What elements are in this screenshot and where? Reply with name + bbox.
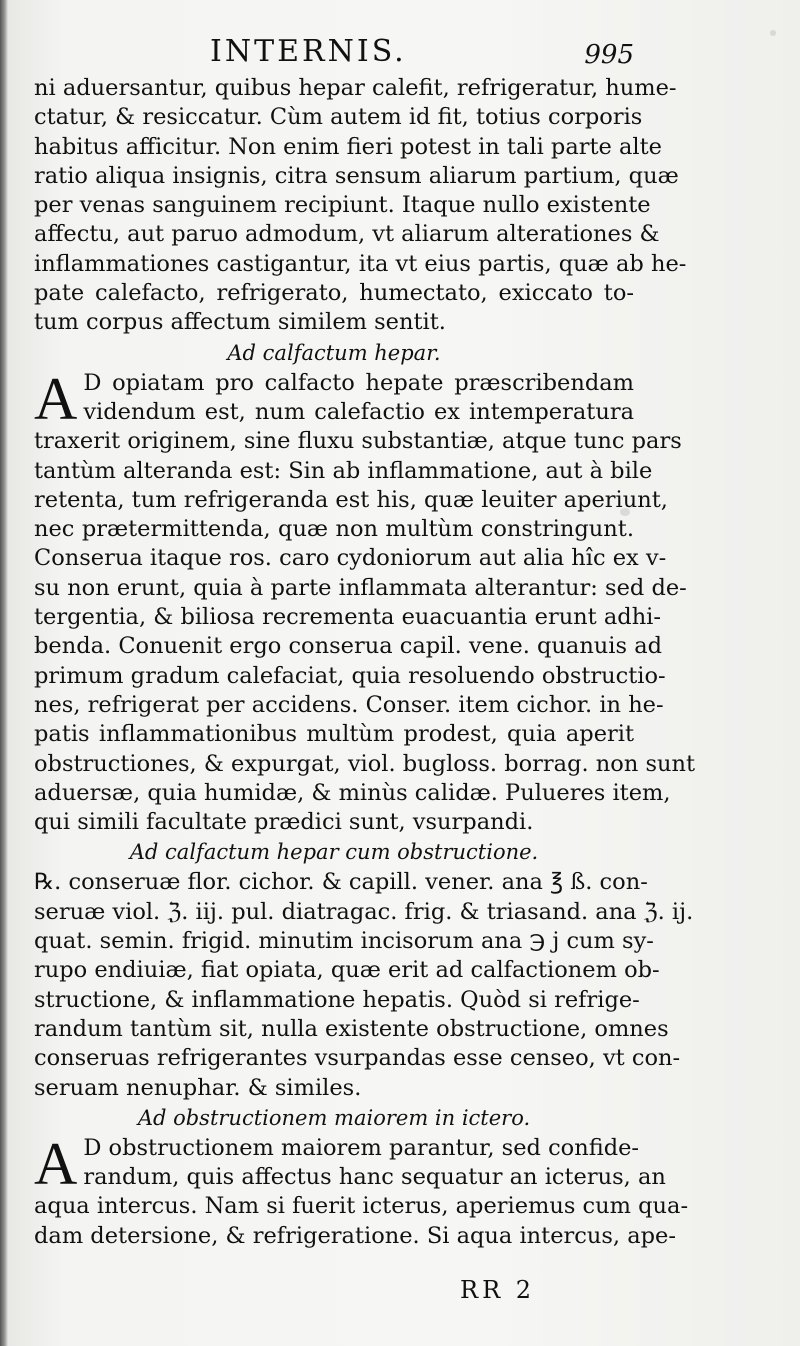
text-line: nec prætermittenda, quæ non multùm constringunt. — [34, 516, 634, 543]
signature-mark: RR 2 — [460, 1276, 536, 1304]
text-line: D opiatam pro calfacto hepate præscribendam — [83, 369, 634, 396]
text-line: videndum est, num calefactio ex intemperatura — [83, 398, 634, 425]
paragraph-4 — [34, 1130, 689, 1251]
text-line: affectu, aut paruo admodum, vt aliarum alterationes & — [34, 221, 660, 248]
section-heading: Ad calfactum hepar. — [227, 340, 441, 365]
text-line: ratio aliqua insignis, citra sensum aliarum partium, quæ — [34, 162, 679, 189]
ink-blot — [620, 508, 630, 516]
text-line: tum corpus affectum similem sentit. — [34, 309, 446, 336]
text-line: ℞. conseruæ flor. cichor. & capill. vener. ana ℥ ß. con- — [34, 869, 648, 896]
drop-cap: A — [34, 365, 78, 432]
text-line: obstructiones, & expurgat, viol. bugloss. borrag. non sunt — [34, 750, 696, 777]
text-line: inflammationes castigantur, ita vt eius partis, quæ ab he- — [34, 250, 687, 277]
text-line: tantùm alteranda est: Sin ab inflammatione, aut à bile — [34, 457, 653, 484]
text-line: Conserua itaque ros. caro cydoniorum aut alia hîc ex v- — [34, 545, 667, 572]
text-line: habitus afficitur. Non enim fieri potest in tali parte alte — [34, 133, 662, 160]
text-line: qui simili facultate prædici sunt, vsurpandi. — [34, 809, 534, 836]
paragraph-1 — [34, 74, 687, 338]
text-line: pate calefacto, refrigerato, humectato, exiccato to- — [34, 280, 634, 307]
page-body — [34, 74, 696, 1251]
text-line: traxerit originem, sine fluxu substantiæ, atque tunc pars — [34, 428, 682, 455]
page-header — [34, 34, 634, 74]
page-number: 995 — [584, 40, 634, 70]
text-line: ctatur, & resiccatur. Cùm autem id fit, totius corporis — [34, 104, 643, 131]
text-line: randum tantùm sit, nulla existente obstructione, omnes — [34, 1015, 669, 1042]
text-line: aqua intercus. Nam si fuerit icterus, aperiemus cum qua- — [34, 1193, 689, 1220]
text-line: rupo endiuiæ, fiat opiata, quæ erit ad calfactionem ob- — [34, 957, 660, 984]
text-line: randum, quis affectus hanc sequatur an icterus, an — [83, 1164, 666, 1191]
page-gutter-shadow — [0, 0, 8, 1346]
text-line: seruam nenuphar. & similes. — [34, 1074, 362, 1101]
text-line: per venas sanguinem recipiunt. Itaque nullo existente — [34, 192, 651, 219]
text-line: seruæ viol. ℨ. iij. pul. diatragac. frig. & triasand. ana ℨ. ij. — [34, 898, 694, 925]
text-line: primum gradum calefaciat, quia resoluendo obstructio- — [34, 662, 666, 689]
paragraph-2 — [34, 365, 696, 838]
text-line: dam detersione, & refrigeratione. Si aqua intercus, ape- — [34, 1222, 676, 1249]
ink-blot — [770, 30, 776, 36]
text-line: su non erunt, quia à parte inflammata alterantur: sed de- — [34, 574, 687, 601]
text-line: tergentia, & biliosa recrementa euacuantia erunt adhi- — [34, 604, 661, 631]
paragraph-3 — [34, 868, 694, 1102]
section-heading: Ad calfactum hepar cum obstructione. — [129, 840, 539, 865]
text-line: retenta, tum refrigeranda est his, quæ leuiter aperiunt, — [34, 486, 668, 513]
text-line: conseruas refrigerantes vsurpandas esse censeo, vt con- — [34, 1045, 681, 1072]
text-line: patis inflammationibus multùm prodest, quia aperit — [34, 721, 634, 748]
text-line: structione, & inflammatione hepatis. Quòd si refrige- — [34, 986, 640, 1013]
text-line: nes, refrigerat per accidens. Conser. item cichor. in he- — [34, 691, 664, 718]
running-head: INTERNIS. — [210, 34, 407, 69]
drop-cap: A — [34, 1130, 78, 1197]
text-line: quat. semin. frigid. minutim incisorum ana ℈ j cum sy- — [34, 928, 654, 955]
text-line: benda. Conuenit ergo conserua capil. vene. quanuis ad — [34, 633, 663, 660]
text-line: ni aduersantur, quibus hepar calefit, refrigeratur, hume- — [34, 75, 677, 101]
text-line: aduersæ, quia humidæ, & minùs calidæ. Pulueres item, — [34, 779, 671, 806]
text-line: D obstructionem maiorem parantur, sed confide- — [83, 1134, 640, 1161]
section-heading: Ad obstructionem maiorem in ictero. — [137, 1105, 531, 1130]
